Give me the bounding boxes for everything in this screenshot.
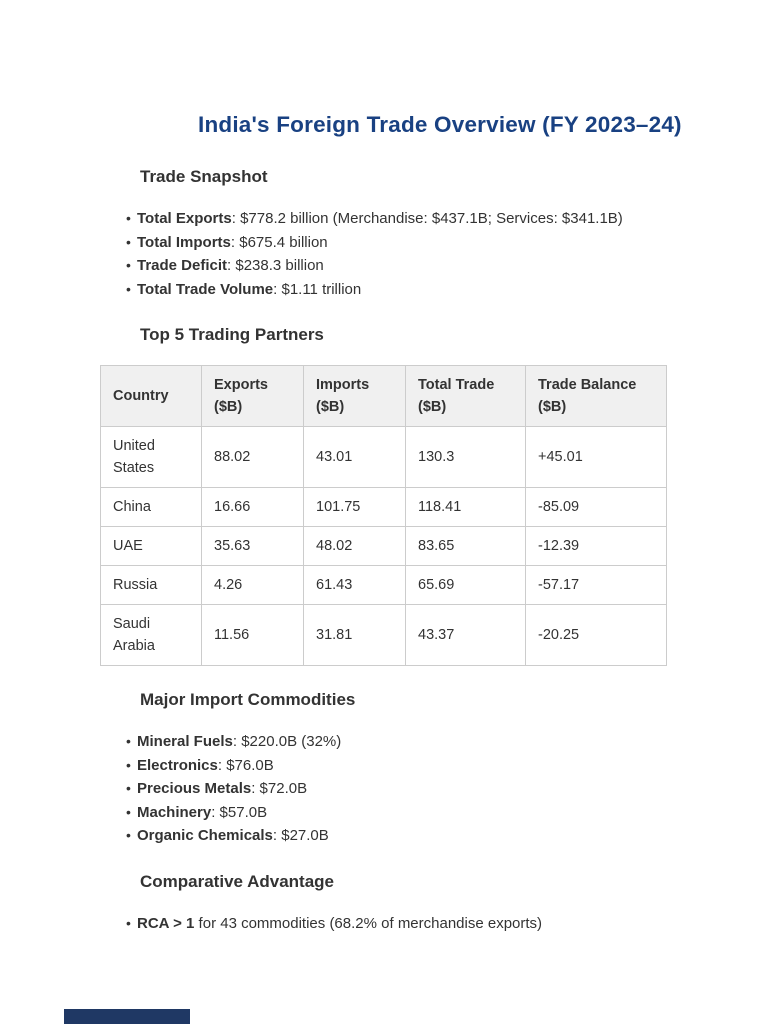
- table-cell: 61.43: [304, 566, 406, 605]
- list-item-text: for 43 commodities (68.2% of merchandise exports): [194, 914, 543, 932]
- table-cell: 16.66: [202, 488, 304, 527]
- section-heading-import-commodities: Major Import Commodities: [140, 690, 356, 709]
- list-item-label: Precious Metals: [137, 780, 252, 797]
- list-item-label: Machinery: [137, 803, 212, 821]
- section-heading-trade-snapshot: Trade Snapshot: [140, 167, 268, 186]
- table-cell: -12.39: [526, 527, 667, 566]
- column-header: Imports ($B): [304, 366, 406, 427]
- column-header: Trade Balance ($B): [526, 366, 667, 427]
- list-item-label: Total Exports: [137, 210, 232, 227]
- list-item-label: Total Trade Volume: [137, 280, 274, 298]
- page-title: India's Foreign Trade Overview (FY 2023–24): [198, 112, 682, 137]
- table-cell: Saudi Arabia: [101, 605, 202, 666]
- list-item-text: : $72.0B: [251, 780, 308, 797]
- table-cell: -20.25: [526, 605, 667, 666]
- table-cell: 118.41: [406, 488, 526, 527]
- table-cell: 48.02: [304, 527, 406, 566]
- table-cell: 35.63: [202, 527, 304, 566]
- table-cell: 65.69: [406, 566, 526, 605]
- section-heading-trading-partners: Top 5 Trading Partners: [140, 325, 324, 344]
- list-item: [137, 730, 768, 754]
- column-header: Exports ($B): [202, 366, 304, 427]
- column-header: Total Trade ($B): [406, 366, 526, 427]
- table-cell: 43.01: [304, 427, 406, 488]
- list-item-label: RCA > 1: [137, 914, 195, 932]
- list-item: [137, 231, 768, 255]
- list-item-text: : $76.0B: [217, 756, 274, 774]
- list-item-label: Electronics: [137, 756, 218, 774]
- table-cell: 43.37: [406, 605, 526, 666]
- table-row: [101, 427, 667, 488]
- table-cell: 83.65: [406, 527, 526, 566]
- section-heading-comparative-advantage: Comparative Advantage: [140, 871, 334, 891]
- table-cell: 130.3: [406, 427, 526, 488]
- trade-snapshot-list: [64, 207, 768, 301]
- table-cell: Russia: [101, 566, 202, 605]
- comparative-advantage-list: [64, 912, 768, 936]
- list-item-text: : $778.2 billion (Merchandise: $437.1B; Services: $341.1B): [231, 210, 623, 227]
- table-cell: 4.26: [202, 566, 304, 605]
- list-item-text: : $27.0B: [272, 827, 329, 844]
- list-item-text: : $220.0B (32%): [232, 733, 342, 750]
- table-cell: -57.17: [526, 566, 667, 605]
- table-header-row: [101, 366, 667, 427]
- table-cell: 11.56: [202, 605, 304, 666]
- trading-partners-table: [100, 365, 667, 666]
- table-cell: -85.09: [526, 488, 667, 527]
- table-cell: United States: [101, 427, 202, 488]
- table-cell: +45.01: [526, 427, 667, 488]
- table-cell: 101.75: [304, 488, 406, 527]
- list-item: [137, 278, 768, 302]
- table-cell: 31.81: [304, 605, 406, 666]
- list-item-label: Mineral Fuels: [137, 733, 233, 750]
- list-item-label: Trade Deficit: [137, 257, 228, 274]
- table-cell: China: [101, 488, 202, 527]
- list-item: [137, 754, 768, 778]
- table-row: [101, 566, 667, 605]
- table-cell: UAE: [101, 527, 202, 566]
- table-cell: 88.02: [202, 427, 304, 488]
- list-item: [137, 801, 768, 825]
- import-commodities-list: [64, 730, 768, 848]
- list-item: [137, 777, 768, 801]
- column-header: Country: [101, 366, 202, 427]
- table-row: [101, 527, 667, 566]
- table-row: [101, 488, 667, 527]
- list-item: [137, 824, 768, 848]
- list-item-label: Total Imports: [137, 233, 231, 251]
- table-row: [101, 605, 667, 666]
- list-item: [137, 912, 768, 936]
- list-item-label: Organic Chemicals: [137, 827, 273, 844]
- list-item: [137, 254, 768, 278]
- next-section-bar: [64, 1009, 190, 1024]
- list-item-text: : $57.0B: [211, 803, 268, 821]
- list-item-text: : $1.11 trillion: [273, 280, 362, 298]
- list-item: [137, 207, 768, 231]
- list-item-text: : $238.3 billion: [227, 257, 324, 274]
- list-item-text: : $675.4 billion: [230, 233, 328, 251]
